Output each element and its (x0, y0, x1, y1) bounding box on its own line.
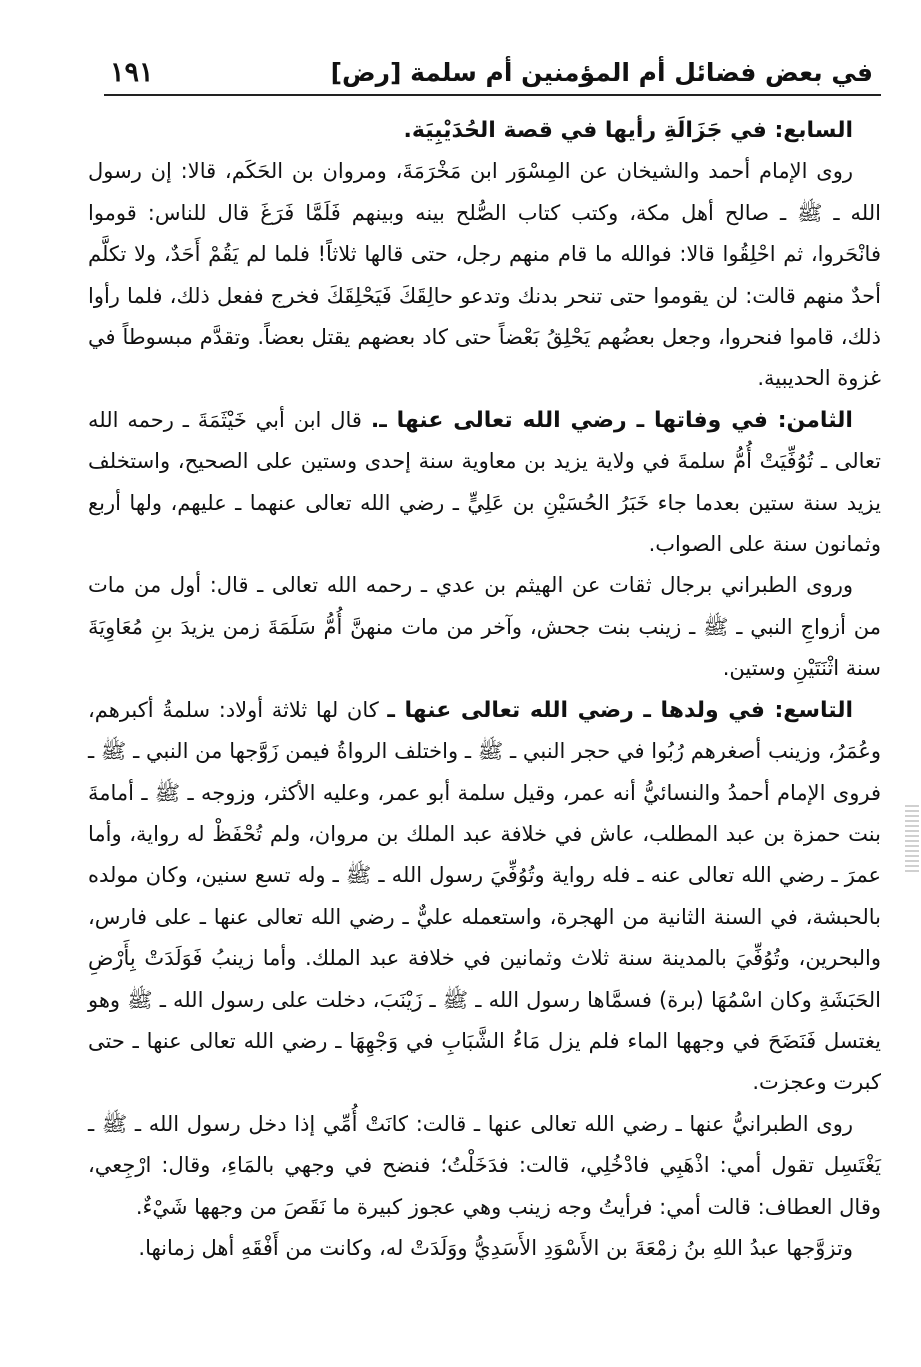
scan-edge-mark (905, 805, 919, 875)
paragraph-text: روى الطبرانيُّ عنها ـ رضي الله تعالى عنها ـ قالت: كانَتْ أُمِّي إذا دخل رسول الله ـ ﷺ ـ يَغْتَسِل تقول أمي: اذْهَبِي فادْخُلِي، قالت: فدَخَلْتُ؛ فنضح في وجهي بالمَاءِ، وقال: ارْجِعي، وقال العطاف: قالت أمي: فرأيتُ وجه زينب وهي عجوز كبيرة ما نَقَصَ من وجهها شَيْءٌ. (88, 1111, 881, 1219)
paragraph-text: روى الإمام أحمد والشيخان عن المِسْوَر ابن مَخْرَمَةَ، ومروان بن الحَكَم، قالا: إن رسول الله ـ ﷺ ـ صالح أهل مكة، وكتب كتاب الصُّلح بينه وبينهم فَلَمَّا فَرَغَ قال للناس: قوموا فانْحَروا، ثم احْلِقُوا قالا: فوالله ما قام منهم رجل، حتى قالها ثلاثاً! فلما لم يَقُمْ أَحَدٌ، ولا تكلَّم أحدٌ منهم قالت: لن يقوموا حتى تنحر بدنك وتدعو حالِقَكَ فَيَحْلِقَكَ فخرج ففعل ذلك، فلما رأوا ذلك، قاموا فنحروا، وجعل بعضُهم يَحْلِقُ بَعْضاً حتى كاد بعضهم يقتل بعضاً. وتقدَّم مبسوطاً في غزوة الحديبية. (88, 159, 881, 391)
section-ninth (88, 690, 881, 1104)
paragraph-text: كان لها ثلاثة أولاد: سلمةُ أكبرهم، وعُمَرُ، وزينب أصغرهم رُبُوا في حجر النبي ـ ﷺ ـ واختلف الرواةُ فيمن زَوَّجها من النبي ـ ﷺ ـ فروى الإمام أحمدُ والنسائيُّ أنه عمر، وقيل سلمة أبو عمر، وعليه الأكثر، وزوجه ـ ﷺ ـ أمامةَ بنت حمزة بن عبد المطلب، عاش في خلافة عبد الملك بن مروان، ولم تُحْفَظْ له رواية، وأما عمرَ ـ رضي الله تعالى عنه ـ فله رواية وتُوُفِّيَ رسول الله ـ ﷺ ـ وله تسع سنين، وكان مولده بالحبشة، في السنة الثانية من الهجرة، واستعمله عليٌّ ـ رضي الله تعالى عنها ـ على فارس، والبحرين، وتُوُفِّيَ بالمدينة سنة ثلاث وثمانين في خلافة عبد الملك. وأما زينبُ فَوَلَدَتْ بِأَرْضِ الحَبَشَةِ وكان اسْمُهَا (برة) فسمَّاها رسول الله ـ ﷺ ـ زَيْنَبَ، دخلت على رسول الله ـ ﷺ وهو يغتسل فَنَضَحَ في وجهها الماء فلم يزل مَاءُ الشَّبَابِ في وَجْهِهَا ـ رضي الله تعالى عنها ـ حتى كبرت وعجزت. (88, 697, 881, 1095)
paragraph (88, 151, 881, 399)
section-eighth (88, 400, 881, 566)
paragraph-text: قال ابن أبي خَيْثَمَةَ ـ رحمه الله تعالى ـ تُوُفِّيَتْ أُمُّ سلمةَ في ولاية يزيد بن معاوية سنة إحدى وستين على الصحيح، واستخلف يزيد سنة ستين بعدما جاء خَبَرُ الحُسَيْنِ بن عَلِيٍّ ـ رضي الله تعالى عنهما ـ عليهم، ولها أربع وثمانون سنة على الصواب. (88, 407, 881, 557)
header-rule (104, 94, 881, 96)
page-body (88, 110, 881, 1347)
section-heading: التاسع: في ولدها ـ رضي الله تعالى عنها ـ (387, 697, 853, 723)
section-heading: السابع: في جَزَالَةِ رأيها في قصة الحُدَيْبِيَة. (403, 118, 853, 143)
paragraph (88, 1104, 881, 1228)
section-seventh-heading (88, 110, 881, 151)
paragraph (88, 565, 881, 689)
paragraph-text: وروى الطبراني برجال ثقات عن الهيثم بن عدي ـ رحمه الله تعالى ـ قال: أول من مات من أزواجِ النبي ـ ﷺ ـ زينب بنت جحش، وآخر من مات منهنَّ أُمُّ سَلَمَةَ زمن يزيدَ بنِ مُعَاوِيَةَ سنة اثْنَتَيْنِ وستين. (88, 573, 881, 681)
page-number: ١٩١ (110, 56, 154, 88)
paragraph (88, 1228, 881, 1269)
running-title: في بعض فضائل أم المؤمنين أم سلمة [رض] (330, 57, 873, 87)
paragraph-text: وتزوَّجها عبدُ اللهِ بنُ زمْعَةَ بن الأَسْوَدِ الأَسَدِيُّ ووَلَدَتْ له، وكانت من أَفْقَهِ أهل زمانها. (138, 1235, 853, 1260)
section-heading: الثامن: في وفاتها ـ رضي الله تعالى عنها ـ. (370, 407, 853, 433)
page-header (110, 52, 873, 92)
